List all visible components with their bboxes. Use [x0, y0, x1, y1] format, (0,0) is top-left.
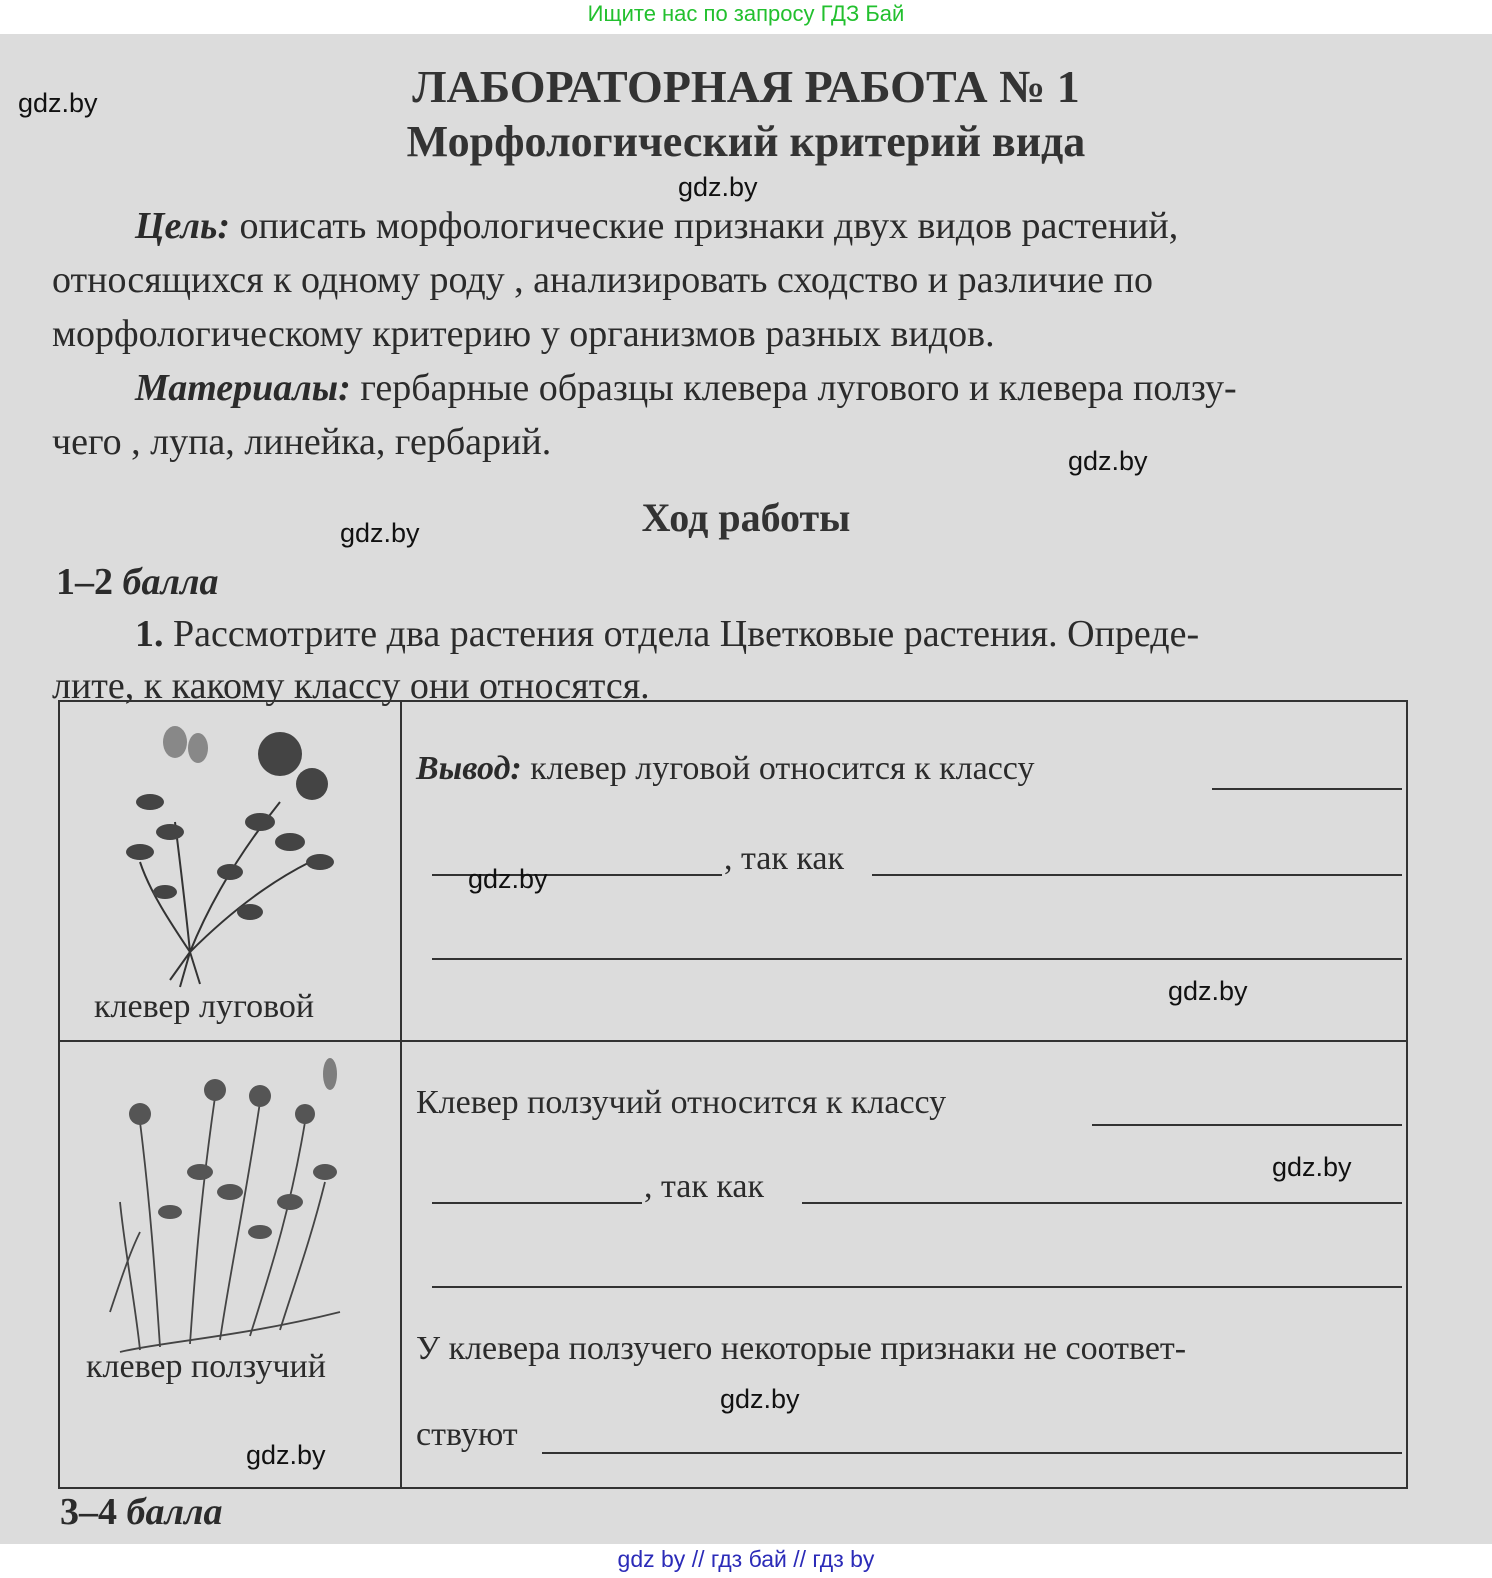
creeping-mismatch-blank[interactable] — [542, 1452, 1402, 1454]
watermark: gdz.by — [678, 172, 758, 202]
materials-text-1: гербарные образцы клевера лугового и клевера ползу- — [350, 367, 1237, 409]
section-points-3-4 — [60, 1490, 222, 1534]
task1-line-2: лите, к какому классу они относятся. — [52, 665, 650, 707]
watermark: gdz.by — [1068, 446, 1148, 476]
section-1-range: 1–2 — [56, 561, 113, 603]
plant-cell-creeping — [59, 1041, 401, 1488]
materials-line-1 — [135, 366, 1237, 410]
creeping-clover-label: клевер ползучий — [86, 1348, 326, 1385]
watermark: gdz.by — [1168, 976, 1248, 1006]
meadow-class-blank[interactable] — [1212, 788, 1402, 790]
textbook-page — [0, 34, 1492, 1544]
creeping-because: , так как — [644, 1168, 764, 1205]
goal-line-2: относящихся к одному роду , анализировать сходство и различие по — [52, 259, 1153, 301]
task1-line-1 — [135, 612, 1199, 656]
meadow-conclusion-text: клевер луговой относится к классу — [521, 750, 1035, 787]
creeping-blank-3[interactable] — [432, 1286, 1402, 1288]
watermark: gdz.by — [340, 518, 420, 548]
meadow-blank-2b[interactable] — [872, 874, 1402, 876]
work-table — [58, 700, 1408, 1489]
materials-line-2: чего , лупа, линейка, гербарий. — [52, 421, 552, 463]
creeping-class-blank[interactable] — [1092, 1124, 1402, 1126]
creeping-blank-2a[interactable] — [432, 1202, 642, 1204]
meadow-clover-label: клевер луговой — [94, 988, 315, 1025]
top-banner: Ищите нас по запросу ГДЗ Бай — [587, 1, 905, 26]
meadow-because: , так как — [724, 840, 844, 877]
watermark: gdz.by — [18, 88, 98, 118]
goal-label: Цель: — [135, 205, 230, 247]
table-row — [59, 1041, 1407, 1488]
meadow-conclusion — [416, 750, 1034, 788]
task1-text-1: Рассмотрите два растения отдела Цветковые растения. Опреде- — [163, 613, 1200, 655]
watermark: gdz.by — [468, 864, 548, 894]
task1-number: 1. — [135, 613, 164, 655]
watermark: gdz.by — [246, 1440, 326, 1470]
creeping-mismatch-line-1: У клевера ползучего некоторые признаки не соответ- — [416, 1330, 1187, 1367]
goal-line-1 — [135, 204, 1178, 248]
creeping-class-text: Клевер ползучий относится к классу — [416, 1084, 947, 1121]
bottom-banner: gdz by // гдз бай // гдз by — [617, 1546, 875, 1572]
plant-cell-meadow — [59, 701, 401, 1041]
page-title: ЛАБОРАТОРНАЯ РАБОТА № 1 — [412, 61, 1080, 112]
creeping-blank-2b[interactable] — [802, 1202, 1402, 1204]
creeping-mismatch-line-2: ствуют — [416, 1416, 518, 1453]
section-2-range: 3–4 — [60, 1491, 117, 1533]
goal-text-1: описать морфологические признаки двух видов растений, — [230, 205, 1179, 247]
materials-label: Материалы: — [135, 367, 351, 409]
conclusion-cell-meadow — [401, 701, 1407, 1041]
meadow-blank-3[interactable] — [432, 958, 1402, 960]
conclusion-cell-creeping — [401, 1041, 1407, 1488]
creeping-clover-drawing — [80, 1052, 380, 1382]
goal-line-3: морфологическому критерию у организмов разных видов. — [52, 313, 995, 355]
section-1-word: балла — [113, 561, 219, 603]
procedure-heading: Ход работы — [641, 495, 851, 540]
section-2-word: балла — [117, 1491, 223, 1533]
watermark: gdz.by — [1272, 1152, 1352, 1182]
watermark: gdz.by — [720, 1384, 800, 1414]
section-points-1-2 — [56, 560, 218, 604]
conclusion-label: Вывод: — [416, 750, 522, 787]
page-subtitle: Морфологический критерий вида — [406, 117, 1086, 166]
meadow-clover-drawing — [80, 712, 380, 992]
